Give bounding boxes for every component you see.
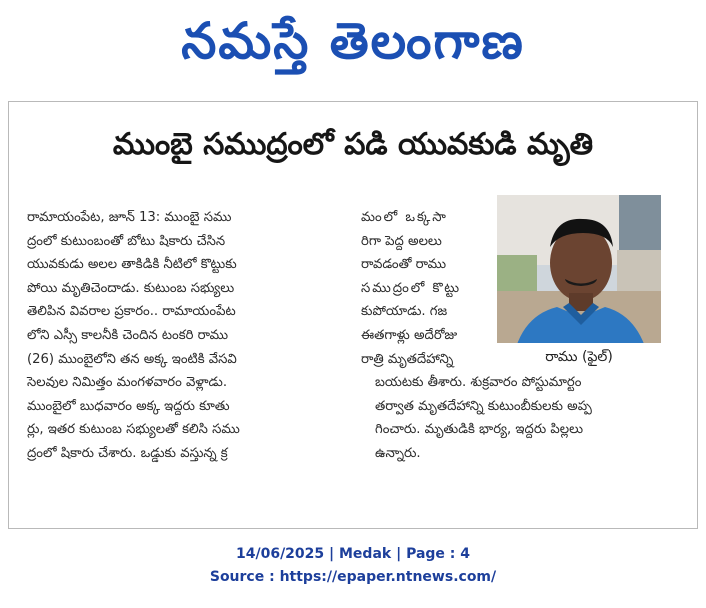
article-line: ద్రంలో కుటుంబంతో బోటు షికారు చేసిన xyxy=(27,233,226,249)
article-line: ముంబైలో బుధవారం అక్క ఇద్దరు కూతు xyxy=(27,398,230,414)
article-line: రిగా పెద్ద అలలు xyxy=(361,233,442,249)
article-line: సెలవుల నిమిత్తం మంగళవారం వెళ్లాడు. xyxy=(27,375,228,391)
article-line: తర్వాత మృతదేహాన్ని కుటుంబీకులకు అప్ప xyxy=(375,398,592,414)
photo-caption: రాము (ఫైల్) xyxy=(497,343,661,371)
article-line: యువకుడు అలల తాకిడికి నీటిలో కొట్టుకు xyxy=(27,257,237,273)
article-line: పోయి మృతిచెందాడు. కుటుంబ సభ్యులు xyxy=(27,280,235,296)
footer-date-line: 14/06/2025 | Medak | Page : 4 xyxy=(235,546,471,562)
article-headline: ముంబై సముద్రంలో పడి యువకుడి మృతి xyxy=(112,127,594,162)
article-line: లోని ఎస్సీ కాలనీకి చెందిన టంకరి రాము xyxy=(27,327,229,343)
article-line: కుపోయాడు. గజ xyxy=(361,304,448,320)
masthead-logo: నమస్తే తెలంగాణ xyxy=(181,12,525,70)
article-line: ర్లు, ఇతర కుటుంబ సభ్యులతో కలిసి సము xyxy=(27,422,240,438)
article-line: ద్రంలో షికారు చేశారు. ఒడ్డుకు వస్తున్న క్ర xyxy=(27,445,228,461)
article-line: ఉన్నారు. xyxy=(375,445,421,461)
portrait-photo xyxy=(497,195,661,371)
article-clipping xyxy=(8,101,698,529)
article-line: (26) ముంబైలోని తన అక్క ఇంటికి వేసవి xyxy=(27,351,237,367)
article-line: రావడంతో రాము xyxy=(361,257,447,273)
article-line: బయటకు తీశారు. శుక్రవారం పోస్టుమార్టం xyxy=(375,375,582,390)
article-line: తెలిపిన వివరాల ప్రకారం.. రామాయంపేట xyxy=(27,304,236,320)
article-line: గించారు. మృతుడికి భార్య, ఇద్దరు పిల్లలు xyxy=(375,422,584,438)
article-column-right-top xyxy=(361,206,493,371)
article-column-right-bottom xyxy=(375,371,675,465)
article-column-left xyxy=(27,206,349,466)
article-line: రాత్రి మృతదేహాన్ని xyxy=(361,351,454,367)
article-line: మంలో ఒక్కసా xyxy=(361,210,448,225)
article-line: సముద్రంలో కొట్టు xyxy=(361,280,462,296)
article-line: ఈతగాళ్లు అదేరోజు xyxy=(361,327,458,343)
footer-source-line: Source : https://epaper.ntnews.com/ xyxy=(209,569,497,585)
article-line: రామాయంపేట, జూన్ 13: ముంబై సము xyxy=(27,210,232,225)
